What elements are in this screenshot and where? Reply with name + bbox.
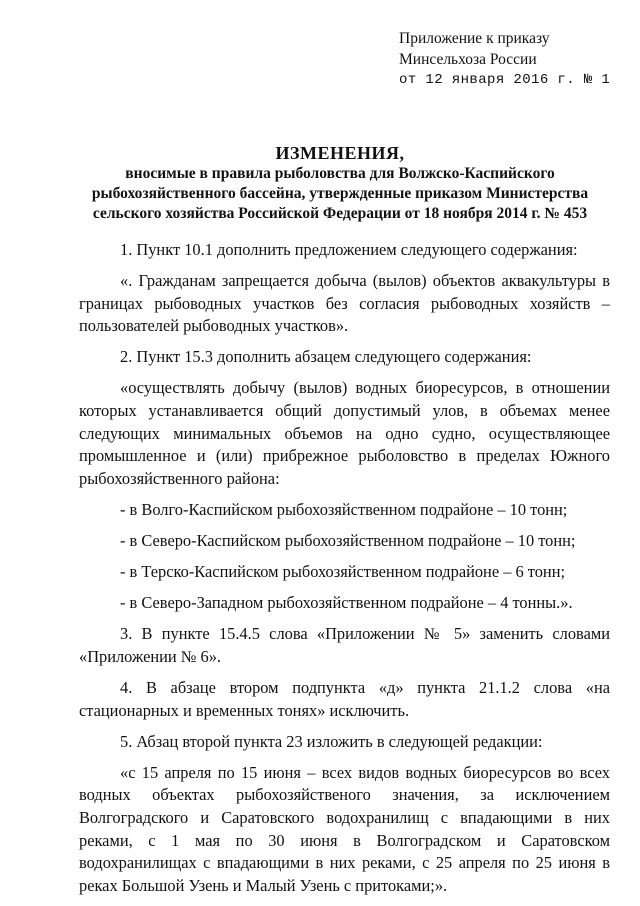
list-item-volgo-caspian: - в Волго-Каспийском рыбохозяйственном подрайоне – 10 тонн; — [120, 499, 568, 519]
document-body — [79, 239, 610, 906]
appendix-line-1: Приложение к приказу — [399, 30, 550, 47]
paragraph-11: 5. Абзац второй пункта 23 изложить в следующей редакции: — [120, 731, 543, 751]
list-item-tersk-caspian: - в Терско-Каспийском рыбохозяйственном подрайоне – 6 тонн; — [120, 562, 566, 582]
title-subtitle-line-2: рыбохозяйственного бассейна, утвержденные приказом Министерства — [91, 185, 589, 202]
title-subtitle-line-1: вносимые в правила рыболовства для Волжско-Каспийского — [125, 165, 555, 182]
appendix-header — [399, 28, 610, 91]
paragraph-12: «с 15 апреля по 15 июня – всех видов водных биоресурсов во всех водных объектах рыбохозяйственого значения, за исключением Волгоградского и Саратовского водохранилищ с впадающими в них реками, с 1 мая по 30 июня в Волгоградском и Саратовском водохранилищах с впадающими в них реками, с 25 апреля по 25 июня в реках Большой Узень и Малый Узень с притоками;». — [79, 762, 610, 895]
document-title — [90, 142, 590, 224]
paragraph-10: 4. В абзаце втором подпункта «д» пункта 21.1.2 слова «на стационарных и временных тонях» исключить. — [79, 678, 610, 720]
title-heading: ИЗМЕНЕНИЯ, — [275, 143, 405, 163]
title-subtitle-line-3: сельского хозяйства Российской Федерации от 18 ноября 2014 г. № 453 — [92, 205, 588, 222]
paragraph-1: 1. Пункт 10.1 дополнить предложением следующего содержания: — [120, 240, 578, 259]
paragraph-2: «. Гражданам запрещается добыча (вылов) объектов аквакультуры в границах рыбоводных участков без согласия рыбоводных хозяйств – пользователей рыбоводных участков». — [79, 271, 610, 336]
list-item-north-west: - в Северо-Западном рыбохозяйственном подрайоне – 4 тонны.». — [120, 593, 573, 613]
paragraph-4: «осуществлять добычу (вылов) водных биоресурсов, в отношении которых устанавливается общий допустимый улов, в объемах менее следующих минимальных объемов на одно судно, осуществляющее промышленное и (или) прибрежное рыболовство в пределах Южного рыбохозяйственного района: — [79, 378, 610, 488]
paragraph-9: 3. В пункте 15.4.5 слова «Приложении № 5» заменить словами «Приложении № 6». — [79, 624, 610, 666]
list-item-north-caspian: - в Северо-Каспийском рыбохозяйственном подрайоне – 10 тонн; — [120, 531, 576, 551]
appendix-order-date: от 12 января 2016 г. № 1 — [399, 72, 611, 88]
paragraph-3: 2. Пункт 15.3 дополнить абзацем следующего содержания: — [120, 347, 532, 367]
appendix-line-2: Минсельхоза России — [399, 51, 537, 68]
